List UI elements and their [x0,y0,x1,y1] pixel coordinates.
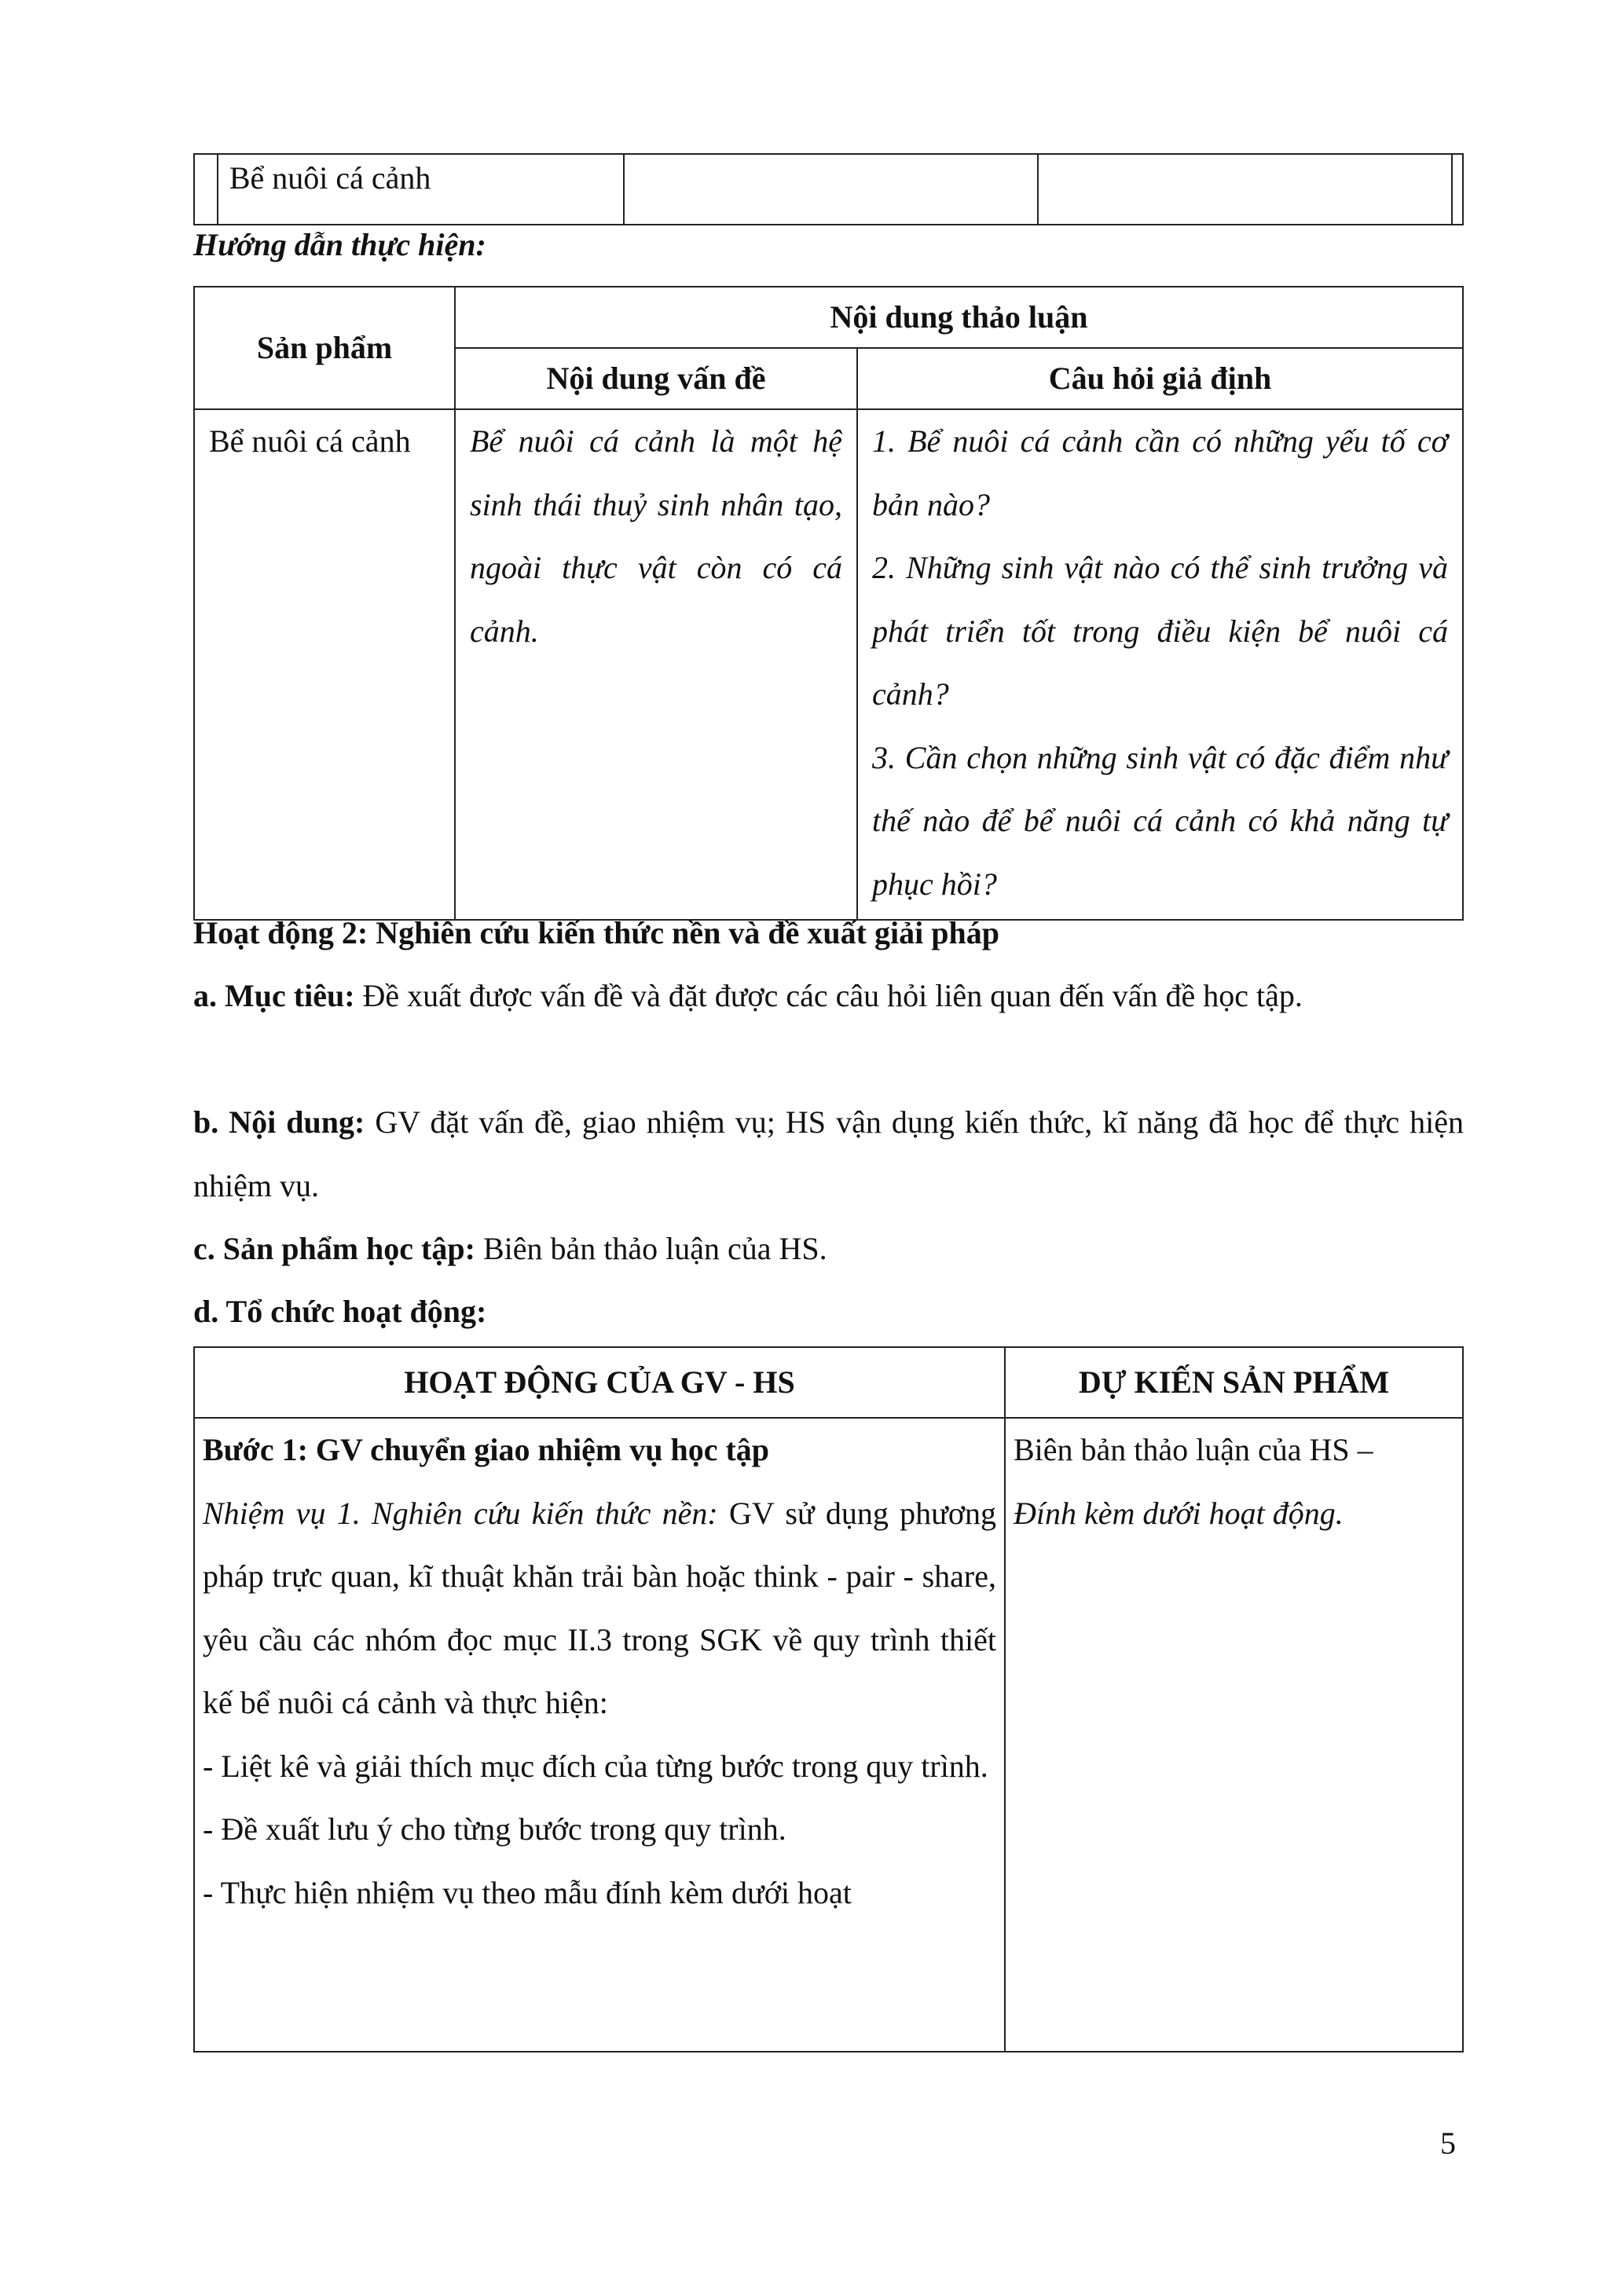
task1-label: Nhiệm vụ 1. Nghiên cứu kiến thức nền: [203,1495,718,1531]
question-item: 3. Cần chọn những sinh vật có đặc điểm như thế nào để bể nuôi cá cảnh có khả năng tự phục hồi? [872,739,1448,902]
activity-title: Hoạt động 2: Nghiên cứu kiến thức nền và đề xuất giải pháp [193,915,999,950]
expected-product-cell [1005,1418,1463,2052]
activity-cell [194,1418,1005,2052]
table-cell [624,154,1038,225]
paragraph-b [193,1091,1464,1218]
paragraph-c [193,1218,1464,1281]
expected-product-text: Biên bản thảo luận của HS – [1014,1432,1373,1467]
text-b: GV đặt vấn đề, giao nhiệm vụ; HS vận dụng kiến thức, kĩ năng đã học để thực hiện nhiệm vụ. [193,1104,1464,1203]
label-a: a. Mục tiêu: [193,978,355,1013]
table-cell: Bể nuôi cá cảnh [218,154,624,225]
text-c: Biên bản thảo luận của HS. [475,1231,827,1266]
discussion-table [193,286,1464,921]
header-questions: Câu hỏi giả định [857,348,1463,409]
bullet-item: - Đề xuất lưu ý cho từng bước trong quy trình. [203,1811,786,1847]
table-edge-cell [194,154,218,225]
task1-paragraph [203,1482,996,1735]
text-a: Đề xuất được vấn đề và đặt được các câu hỏi liên quan đến vấn đề học tập. [354,978,1303,1013]
table-row [194,1418,1463,2052]
label-b: b. Nội dung: [193,1104,365,1140]
step1-title: Bước 1: GV chuyển giao nhiệm vụ học tập [203,1432,770,1467]
bullet-item: - Thực hiện nhiệm vụ theo mẫu đính kèm dưới hoạt [203,1874,852,1910]
table-cell [1038,154,1452,225]
question-item: 1. Bể nuôi cá cảnh cần có những yếu tố cơ bản nào? [872,423,1448,522]
activity-table [193,1346,1464,2052]
header-discussion: Nội dung thảo luận [455,287,1463,348]
bullet-item: - Liệt kê và giải thích mục đích của từng bước trong quy trình. [203,1748,988,1784]
row-product: Bể nuôi cá cảnh [194,409,455,920]
table-row [194,409,1463,920]
expected-product-note: Đính kèm dưới hoạt động. [1014,1495,1344,1531]
top-partial-table [193,153,1464,222]
row-issue: Bể nuôi cá cảnh là một hệ sinh thái thuỷ sinh nhân tạo, ngoài thực vật còn có cá cảnh. [455,409,857,920]
header-issue: Nội dung vấn đề [455,348,857,409]
page-number: 5 [1440,2126,1456,2161]
label-c: c. Sản phẩm học tập: [193,1231,475,1266]
task1-text: GV sử dụng phương pháp trực quan, kĩ thuật khăn trải bàn hoặc think - pair - share, yêu cầu các nhóm đọc mục II.3 trong SGK về quy trình thiết kế bể nuôi cá cảnh và thực hiện: [203,1495,996,1720]
paragraph-d: d. Tổ chức hoạt động: [193,1294,487,1329]
header-product: Sản phẩm [194,287,455,409]
question-item: 2. Những sinh vật nào có thể sinh trưởng và phát triển tốt trong điều kiện bể nuôi cá cảnh? [872,550,1448,712]
header-activity: HOẠT ĐỘNG CỦA GV - HS [194,1347,1005,1418]
table-edge-cell [1452,154,1463,225]
paragraph-a [193,965,1464,1028]
header-expected-product: DỰ KIẾN SẢN PHẨM [1005,1347,1463,1418]
guide-heading: Hướng dẫn thực hiện: [193,227,486,262]
row-questions [857,409,1463,920]
